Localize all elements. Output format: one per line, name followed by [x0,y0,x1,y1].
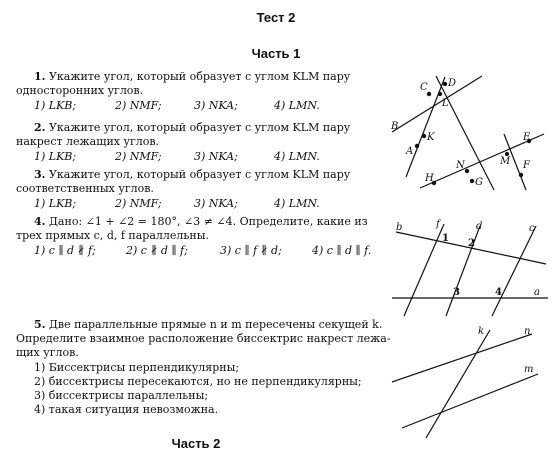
label-l: L [442,98,449,109]
q3-option-1[interactable]: 1) LKB; [34,197,77,210]
label-e: E [523,132,531,143]
q1-options [34,99,320,113]
angle-label-1: 1 [442,233,449,244]
q4-option-2[interactable]: 2) c ∦ d ∥ f; [126,244,188,257]
q1-option-4[interactable]: 4) LMN. [274,99,320,112]
point-n [465,169,469,173]
angle-label-2: 2 [468,238,475,249]
angle-label-4: 4 [495,287,502,298]
q1-line1: 1. Укажите угол, который образует с углом KLM пару [34,70,351,83]
q2-option-4[interactable]: 4) LMN. [274,150,320,163]
part1-heading: Часть 1 [251,46,301,61]
angle-label-3: 3 [453,287,460,298]
label-k: K [427,132,435,143]
q2-options [34,150,320,164]
q4-line1: 4. Дано: ∠1 + ∠2 = 180°, ∠3 ≠ ∠4. Определите, какие из [34,215,368,228]
label-b: B [391,121,399,132]
label-c: c [529,223,535,234]
label-a: a [534,287,540,298]
q1-option-2[interactable]: 2) NMF; [115,99,162,112]
label-f: F [523,160,530,171]
point-k [422,134,426,138]
q3-options [34,197,320,211]
point-g [470,179,474,183]
label-c: C [420,82,428,93]
q1-option-3[interactable]: 3) NKA; [194,99,238,112]
label-k: k [478,326,485,337]
line-bl [392,76,482,132]
point-d [443,82,447,86]
test-title: Тест 2 [256,10,296,25]
q3-line1: 3. Укажите угол, который образует с углом KLM пару [34,168,351,181]
label-b: b [396,222,403,233]
q2-option-1[interactable]: 1) LKB; [34,150,77,163]
label-f: f [436,219,440,230]
line-c [492,226,536,316]
q4-option-4[interactable]: 4) c ∥ d ∥ f. [312,244,372,257]
point-l [438,92,442,96]
line-m [402,374,538,428]
label-d: D [448,78,457,89]
q5-option-4[interactable]: 4) такая ситуация невозможна. [34,403,219,416]
q2-option-3[interactable]: 3) NKA; [194,150,238,163]
q4-options [34,244,371,258]
q2-line2: накрест лежащих углов. [16,135,160,148]
q3-option-2[interactable]: 2) NMF; [115,197,162,210]
label-d: d [476,221,483,232]
point-f [519,173,523,177]
line-dg [436,76,494,190]
figure-1-diagram [382,72,547,202]
label-n: n [524,326,531,337]
q2-option-2[interactable]: 2) NMF; [115,150,162,163]
q2-line1: 2. Укажите угол, который образует с углом KLM пару [34,121,351,134]
q3-line2: соответственных углов. [16,182,154,195]
label-g: G [475,177,483,188]
q3-option-3[interactable]: 3) NKA; [194,197,238,210]
q5-option-2[interactable]: 2) биссектрисы пересекаются, но не перпендикулярны; [34,375,362,388]
q3-option-4[interactable]: 4) LMN. [274,197,320,210]
q5-option-3[interactable]: 3) биссектрисы параллельны; [34,389,209,402]
q4-option-1[interactable]: 1) c ∥ d ∦ f; [34,244,96,257]
figure-3-diagram [388,322,548,442]
line-k [426,330,490,438]
q5-line2: Определите взаимное расположение биссектрис накрест лежа- [16,332,391,345]
label-n: N [456,160,465,171]
label-a: A [406,146,414,157]
q1-line2: односторонних углов. [16,84,144,97]
q1-option-1[interactable]: 1) LKB; [34,99,77,112]
q4-option-3[interactable]: 3) c ∥ f ∦ d; [220,244,282,257]
q4-line2: трех прямых c, d, f параллельны. [16,229,209,242]
figure-2-diagram [386,218,551,318]
part2-heading: Часть 2 [171,436,221,451]
point-a [415,144,419,148]
line-n [392,334,532,382]
label-h: H [425,173,434,184]
label-m: m [524,364,534,375]
q5-line1: 5. Две параллельные прямые n и m пересечены секущей k. [34,318,383,331]
q5-line3: щих углов. [16,346,79,359]
label-m: M [500,156,511,167]
q5-option-1[interactable]: 1) Биссектрисы перпендикулярны; [34,361,240,374]
